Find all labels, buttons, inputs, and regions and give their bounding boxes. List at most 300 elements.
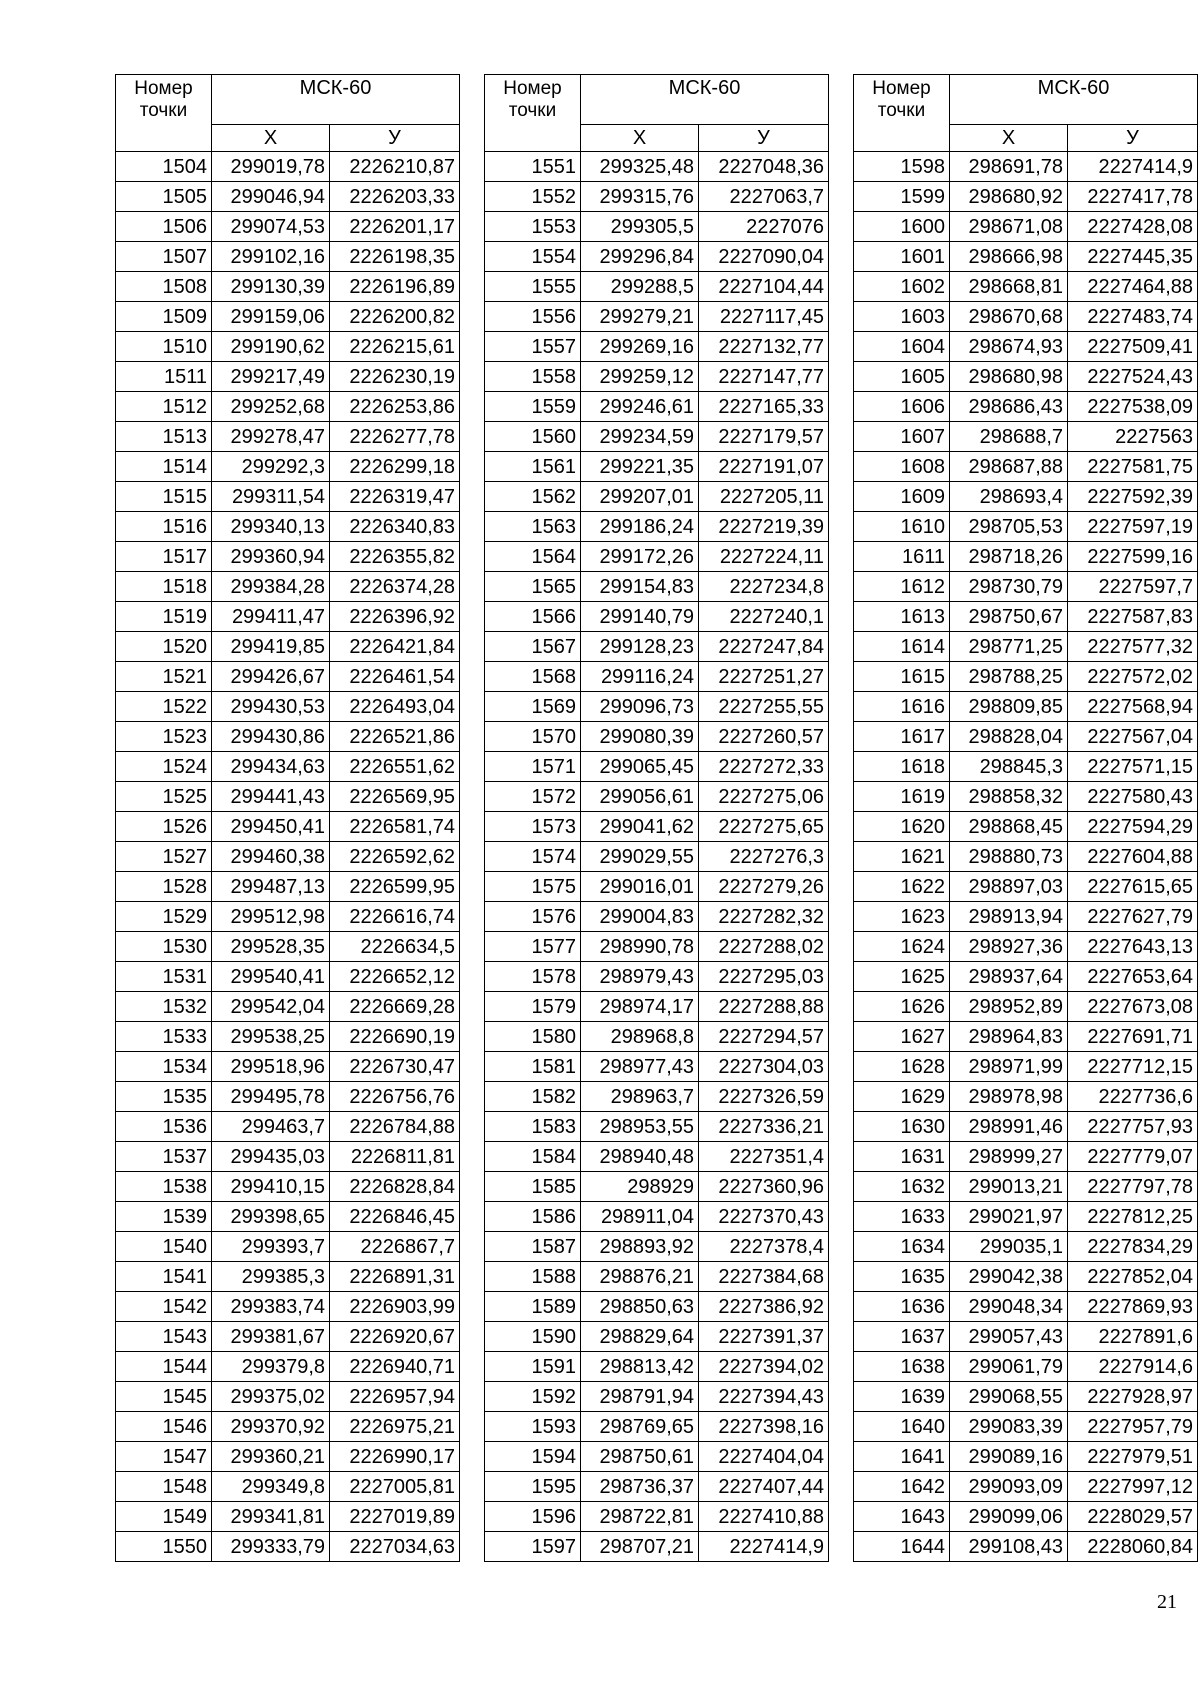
- table-row: [485, 1502, 829, 1532]
- y-cell: 2227275,65: [699, 812, 829, 842]
- y-cell: 2227360,96: [699, 1172, 829, 1202]
- y-cell: 2227594,29: [1068, 812, 1198, 842]
- table-row: [116, 722, 460, 752]
- point-number-cell: 1536: [116, 1112, 212, 1142]
- point-number-cell: 1534: [116, 1052, 212, 1082]
- y-cell: 2226616,74: [330, 902, 460, 932]
- point-number-cell: 1616: [854, 692, 950, 722]
- point-number-cell: 1538: [116, 1172, 212, 1202]
- x-cell: 298718,26: [950, 542, 1068, 572]
- point-number-cell: 1532: [116, 992, 212, 1022]
- y-cell: 2226355,82: [330, 542, 460, 572]
- table-row: [854, 272, 1198, 302]
- y-cell: 2227580,43: [1068, 782, 1198, 812]
- x-cell: 298979,43: [581, 962, 699, 992]
- x-cell: 298963,7: [581, 1082, 699, 1112]
- point-number-cell: 1607: [854, 422, 950, 452]
- point-number-cell: 1528: [116, 872, 212, 902]
- table-row: [116, 692, 460, 722]
- table-row: [485, 872, 829, 902]
- point-number-cell: 1590: [485, 1322, 581, 1352]
- point-number-cell: 1619: [854, 782, 950, 812]
- point-number-cell: 1568: [485, 662, 581, 692]
- table-row: [116, 1022, 460, 1052]
- x-cell: 299186,24: [581, 512, 699, 542]
- x-cell: 299315,76: [581, 182, 699, 212]
- y-cell: 2227869,93: [1068, 1292, 1198, 1322]
- point-number-cell: 1511: [116, 362, 212, 392]
- table-row: [485, 1532, 829, 1562]
- y-cell: 2227260,57: [699, 722, 829, 752]
- y-cell: 2227090,04: [699, 242, 829, 272]
- point-number-cell: 1603: [854, 302, 950, 332]
- point-number-cell: 1625: [854, 962, 950, 992]
- x-cell: 299207,01: [581, 482, 699, 512]
- point-number-cell: 1602: [854, 272, 950, 302]
- y-cell: 2227234,8: [699, 572, 829, 602]
- table-row: [485, 812, 829, 842]
- point-number-cell: 1581: [485, 1052, 581, 1082]
- y-cell: 2227914,6: [1068, 1352, 1198, 1382]
- y-cell: 2227295,03: [699, 962, 829, 992]
- y-cell: 2227386,92: [699, 1292, 829, 1322]
- x-cell: 299379,8: [212, 1352, 330, 1382]
- y-cell: 2226253,86: [330, 392, 460, 422]
- y-cell: 2226690,19: [330, 1022, 460, 1052]
- point-number-cell: 1573: [485, 812, 581, 842]
- y-cell: 2227410,88: [699, 1502, 829, 1532]
- y-cell: 2226340,83: [330, 512, 460, 542]
- y-cell: 2227255,55: [699, 692, 829, 722]
- table-row: [116, 662, 460, 692]
- table-row: [485, 242, 829, 272]
- table-row: [485, 212, 829, 242]
- point-number-cell: 1548: [116, 1472, 212, 1502]
- x-cell: 299116,24: [581, 662, 699, 692]
- x-cell: 299325,48: [581, 152, 699, 182]
- point-number-cell: 1582: [485, 1082, 581, 1112]
- point-number-cell: 1527: [116, 842, 212, 872]
- point-number-cell: 1559: [485, 392, 581, 422]
- y-cell: 2226374,28: [330, 572, 460, 602]
- y-cell: 2227891,6: [1068, 1322, 1198, 1352]
- table-row: [485, 1112, 829, 1142]
- y-cell: 2228029,57: [1068, 1502, 1198, 1532]
- x-cell: 299538,25: [212, 1022, 330, 1052]
- x-cell: 299292,3: [212, 452, 330, 482]
- point-number-cell: 1583: [485, 1112, 581, 1142]
- point-number-cell: 1594: [485, 1442, 581, 1472]
- point-number-cell: 1634: [854, 1232, 950, 1262]
- y-cell: 2226215,61: [330, 332, 460, 362]
- y-cell: 2227615,65: [1068, 872, 1198, 902]
- table-row: [854, 692, 1198, 722]
- x-cell: 299048,34: [950, 1292, 1068, 1322]
- point-number-cell: 1578: [485, 962, 581, 992]
- point-number-cell: 1630: [854, 1112, 950, 1142]
- x-cell: 299042,38: [950, 1262, 1068, 1292]
- x-cell: 298929: [581, 1172, 699, 1202]
- table-row: [854, 1142, 1198, 1172]
- point-number-cell: 1640: [854, 1412, 950, 1442]
- table-row: [854, 722, 1198, 752]
- x-cell: 298940,48: [581, 1142, 699, 1172]
- table-row: [485, 302, 829, 332]
- x-cell: 298671,08: [950, 212, 1068, 242]
- point-number-cell: 1629: [854, 1082, 950, 1112]
- y-cell: 2227563: [1068, 422, 1198, 452]
- y-cell: 2226569,95: [330, 782, 460, 812]
- point-number-cell: 1529: [116, 902, 212, 932]
- table-row: [854, 752, 1198, 782]
- x-cell: 299035,1: [950, 1232, 1068, 1262]
- table-row: [116, 932, 460, 962]
- table-row: [854, 1202, 1198, 1232]
- table-row: [854, 1322, 1198, 1352]
- table-row: [116, 1382, 460, 1412]
- x-cell: 298911,04: [581, 1202, 699, 1232]
- y-cell: 2226201,17: [330, 212, 460, 242]
- x-cell: 299019,78: [212, 152, 330, 182]
- table-row: [485, 752, 829, 782]
- point-number-cell: 1523: [116, 722, 212, 752]
- table-row: [854, 1232, 1198, 1262]
- point-number-cell: 1518: [116, 572, 212, 602]
- y-cell: 2226521,86: [330, 722, 460, 752]
- y-cell: 2226319,47: [330, 482, 460, 512]
- point-number-cell: 1639: [854, 1382, 950, 1412]
- y-cell: 2226903,99: [330, 1292, 460, 1322]
- x-cell: 299340,13: [212, 512, 330, 542]
- x-cell: 299398,65: [212, 1202, 330, 1232]
- table-row: [116, 422, 460, 452]
- y-cell: 2226730,47: [330, 1052, 460, 1082]
- point-number-cell: 1633: [854, 1202, 950, 1232]
- point-number-cell: 1516: [116, 512, 212, 542]
- table-row: [116, 482, 460, 512]
- y-cell: 2227251,27: [699, 662, 829, 692]
- y-cell: 2227414,9: [1068, 152, 1198, 182]
- x-cell: 299411,47: [212, 602, 330, 632]
- point-number-cell: 1610: [854, 512, 950, 542]
- table-row: [116, 212, 460, 242]
- x-cell: 299383,74: [212, 1292, 330, 1322]
- table-row: [854, 1442, 1198, 1472]
- y-cell: 2227179,57: [699, 422, 829, 452]
- x-cell: 299430,53: [212, 692, 330, 722]
- table-row: [854, 512, 1198, 542]
- table-row: [485, 1142, 829, 1172]
- point-number-cell: 1549: [116, 1502, 212, 1532]
- x-cell: 299259,12: [581, 362, 699, 392]
- table-row: [854, 992, 1198, 1022]
- y-cell: 2226493,04: [330, 692, 460, 722]
- y-cell: 2227979,51: [1068, 1442, 1198, 1472]
- point-number-cell: 1519: [116, 602, 212, 632]
- x-cell: 298850,63: [581, 1292, 699, 1322]
- point-number-cell: 1541: [116, 1262, 212, 1292]
- x-cell: 299234,59: [581, 422, 699, 452]
- y-cell: 2227104,44: [699, 272, 829, 302]
- x-cell: 299021,97: [950, 1202, 1068, 1232]
- point-number-cell: 1587: [485, 1232, 581, 1262]
- point-number-cell: 1592: [485, 1382, 581, 1412]
- x-cell: 298971,99: [950, 1052, 1068, 1082]
- point-number-cell: 1576: [485, 902, 581, 932]
- x-cell: 299083,39: [950, 1412, 1068, 1442]
- table-row: [116, 152, 460, 182]
- point-number-cell: 1599: [854, 182, 950, 212]
- y-cell: 2226846,45: [330, 1202, 460, 1232]
- table-row: [485, 1202, 829, 1232]
- page-number: 21: [1157, 1591, 1177, 1613]
- point-number-cell: 1642: [854, 1472, 950, 1502]
- y-cell: 2227275,06: [699, 782, 829, 812]
- y-cell: 2227165,33: [699, 392, 829, 422]
- point-number-cell: 1558: [485, 362, 581, 392]
- table-row: [854, 932, 1198, 962]
- y-cell: 2228060,84: [1068, 1532, 1198, 1562]
- y-cell: 2227712,15: [1068, 1052, 1198, 1082]
- y-cell: 2227147,77: [699, 362, 829, 392]
- y-cell: 2226867,7: [330, 1232, 460, 1262]
- point-number-cell: 1563: [485, 512, 581, 542]
- point-number-cell: 1644: [854, 1532, 950, 1562]
- point-number-cell: 1562: [485, 482, 581, 512]
- point-number-cell: 1584: [485, 1142, 581, 1172]
- point-number-cell: 1606: [854, 392, 950, 422]
- y-cell: 2227957,79: [1068, 1412, 1198, 1442]
- header-point-number: Номер точки: [485, 75, 581, 152]
- x-cell: 299384,28: [212, 572, 330, 602]
- table-row: [485, 902, 829, 932]
- point-number-cell: 1624: [854, 932, 950, 962]
- table-row: [854, 872, 1198, 902]
- table-row: [854, 482, 1198, 512]
- table-row: [116, 752, 460, 782]
- x-cell: 299080,39: [581, 722, 699, 752]
- table-row: [116, 992, 460, 1022]
- y-cell: 2226299,18: [330, 452, 460, 482]
- table-row: [854, 392, 1198, 422]
- y-cell: 2227428,08: [1068, 212, 1198, 242]
- table-row: [485, 1472, 829, 1502]
- x-cell: 298788,25: [950, 662, 1068, 692]
- y-cell: 2226940,71: [330, 1352, 460, 1382]
- x-cell: 298688,7: [950, 422, 1068, 452]
- header-coordinate-system: МСК-60: [581, 75, 829, 125]
- x-cell: 298813,42: [581, 1352, 699, 1382]
- y-cell: 2227779,07: [1068, 1142, 1198, 1172]
- point-number-cell: 1564: [485, 542, 581, 572]
- table-row: [854, 152, 1198, 182]
- table-row: [116, 1412, 460, 1442]
- table-row: [116, 512, 460, 542]
- table-row: [485, 722, 829, 752]
- header-x: Х: [950, 125, 1068, 152]
- point-number-cell: 1567: [485, 632, 581, 662]
- table-row: [485, 782, 829, 812]
- y-cell: 2227326,59: [699, 1082, 829, 1112]
- table-row: [116, 1112, 460, 1142]
- table-row: [116, 332, 460, 362]
- x-cell: 299278,47: [212, 422, 330, 452]
- table-row: [854, 1292, 1198, 1322]
- table-row: [854, 542, 1198, 572]
- x-cell: 299102,16: [212, 242, 330, 272]
- x-cell: 299217,49: [212, 362, 330, 392]
- table-row: [116, 1232, 460, 1262]
- y-cell: 2227219,39: [699, 512, 829, 542]
- y-cell: 2226634,5: [330, 932, 460, 962]
- x-cell: 299074,53: [212, 212, 330, 242]
- header-y: У: [330, 125, 460, 152]
- y-cell: 2226461,54: [330, 662, 460, 692]
- point-number-cell: 1508: [116, 272, 212, 302]
- table-row: [116, 1202, 460, 1232]
- point-number-cell: 1551: [485, 152, 581, 182]
- x-cell: 298687,88: [950, 452, 1068, 482]
- table-row: [116, 872, 460, 902]
- y-cell: 2226421,84: [330, 632, 460, 662]
- x-cell: 298868,45: [950, 812, 1068, 842]
- table-row: [854, 1412, 1198, 1442]
- point-number-cell: 1553: [485, 212, 581, 242]
- x-cell: 299419,85: [212, 632, 330, 662]
- y-cell: 2227276,3: [699, 842, 829, 872]
- table-row: [116, 812, 460, 842]
- x-cell: 298730,79: [950, 572, 1068, 602]
- point-number-cell: 1565: [485, 572, 581, 602]
- point-number-cell: 1550: [116, 1532, 212, 1562]
- table-row: [854, 602, 1198, 632]
- x-cell: 299279,21: [581, 302, 699, 332]
- table-row: [116, 1142, 460, 1172]
- y-cell: 2227272,33: [699, 752, 829, 782]
- x-cell: 298736,37: [581, 1472, 699, 1502]
- x-cell: 299159,06: [212, 302, 330, 332]
- x-cell: 299065,45: [581, 752, 699, 782]
- table-row: [116, 302, 460, 332]
- table-row: [485, 272, 829, 302]
- x-cell: 299305,5: [581, 212, 699, 242]
- x-cell: 299057,43: [950, 1322, 1068, 1352]
- x-cell: 299333,79: [212, 1532, 330, 1562]
- x-cell: 299128,23: [581, 632, 699, 662]
- point-number-cell: 1522: [116, 692, 212, 722]
- table-row: [116, 1532, 460, 1562]
- table-row: [116, 362, 460, 392]
- table-row: [854, 812, 1198, 842]
- y-cell: 2227404,04: [699, 1442, 829, 1472]
- point-number-cell: 1560: [485, 422, 581, 452]
- table-row: [485, 962, 829, 992]
- coordinate-table: [853, 74, 1198, 1562]
- x-cell: 298707,21: [581, 1532, 699, 1562]
- point-number-cell: 1627: [854, 1022, 950, 1052]
- point-number-cell: 1525: [116, 782, 212, 812]
- y-cell: 2227797,78: [1068, 1172, 1198, 1202]
- y-cell: 2227398,16: [699, 1412, 829, 1442]
- x-cell: 298705,53: [950, 512, 1068, 542]
- x-cell: 299130,39: [212, 272, 330, 302]
- y-cell: 2227599,16: [1068, 542, 1198, 572]
- y-cell: 2226230,19: [330, 362, 460, 392]
- table-row: [854, 632, 1198, 662]
- x-cell: 298913,94: [950, 902, 1068, 932]
- x-cell: 299068,55: [950, 1382, 1068, 1412]
- x-cell: 298845,3: [950, 752, 1068, 782]
- x-cell: 299016,01: [581, 872, 699, 902]
- y-cell: 2226396,92: [330, 602, 460, 632]
- y-cell: 2227336,21: [699, 1112, 829, 1142]
- y-cell: 2227394,43: [699, 1382, 829, 1412]
- y-cell: 2226203,33: [330, 182, 460, 212]
- table-row: [116, 1322, 460, 1352]
- y-cell: 2227132,77: [699, 332, 829, 362]
- x-cell: 298791,94: [581, 1382, 699, 1412]
- point-number-cell: 1580: [485, 1022, 581, 1052]
- header-x: Х: [581, 125, 699, 152]
- point-number-cell: 1542: [116, 1292, 212, 1322]
- table-row: [854, 962, 1198, 992]
- y-cell: 2227384,68: [699, 1262, 829, 1292]
- x-cell: 299041,62: [581, 812, 699, 842]
- point-number-cell: 1589: [485, 1292, 581, 1322]
- y-cell: 2226975,21: [330, 1412, 460, 1442]
- x-cell: 299385,3: [212, 1262, 330, 1292]
- point-number-cell: 1577: [485, 932, 581, 962]
- point-number-cell: 1509: [116, 302, 212, 332]
- y-cell: 2227205,11: [699, 482, 829, 512]
- point-number-cell: 1517: [116, 542, 212, 572]
- point-number-cell: 1535: [116, 1082, 212, 1112]
- x-cell: 298977,43: [581, 1052, 699, 1082]
- x-cell: 298990,78: [581, 932, 699, 962]
- table-row: [485, 182, 829, 212]
- point-number-cell: 1533: [116, 1022, 212, 1052]
- y-cell: 2227524,43: [1068, 362, 1198, 392]
- table-row: [485, 1172, 829, 1202]
- y-cell: 2227034,63: [330, 1532, 460, 1562]
- y-cell: 2227304,03: [699, 1052, 829, 1082]
- point-number-cell: 1569: [485, 692, 581, 722]
- point-number-cell: 1605: [854, 362, 950, 392]
- x-cell: 298722,81: [581, 1502, 699, 1532]
- header-coordinate-system: МСК-60: [950, 75, 1198, 125]
- x-cell: 298691,78: [950, 152, 1068, 182]
- table-row: [854, 572, 1198, 602]
- table-row: [485, 992, 829, 1022]
- point-number-cell: 1585: [485, 1172, 581, 1202]
- x-cell: 298978,98: [950, 1082, 1068, 1112]
- x-cell: 298750,61: [581, 1442, 699, 1472]
- x-cell: 299096,73: [581, 692, 699, 722]
- x-cell: 298670,68: [950, 302, 1068, 332]
- x-cell: 298693,4: [950, 482, 1068, 512]
- table-row: [485, 1382, 829, 1412]
- table-row: [854, 332, 1198, 362]
- x-cell: 299140,79: [581, 602, 699, 632]
- x-cell: 299370,92: [212, 1412, 330, 1442]
- table-row: [854, 1082, 1198, 1112]
- x-cell: 299288,5: [581, 272, 699, 302]
- table-row: [854, 452, 1198, 482]
- table-row: [116, 602, 460, 632]
- y-cell: 2227414,9: [699, 1532, 829, 1562]
- table-row: [116, 1292, 460, 1322]
- point-number-cell: 1552: [485, 182, 581, 212]
